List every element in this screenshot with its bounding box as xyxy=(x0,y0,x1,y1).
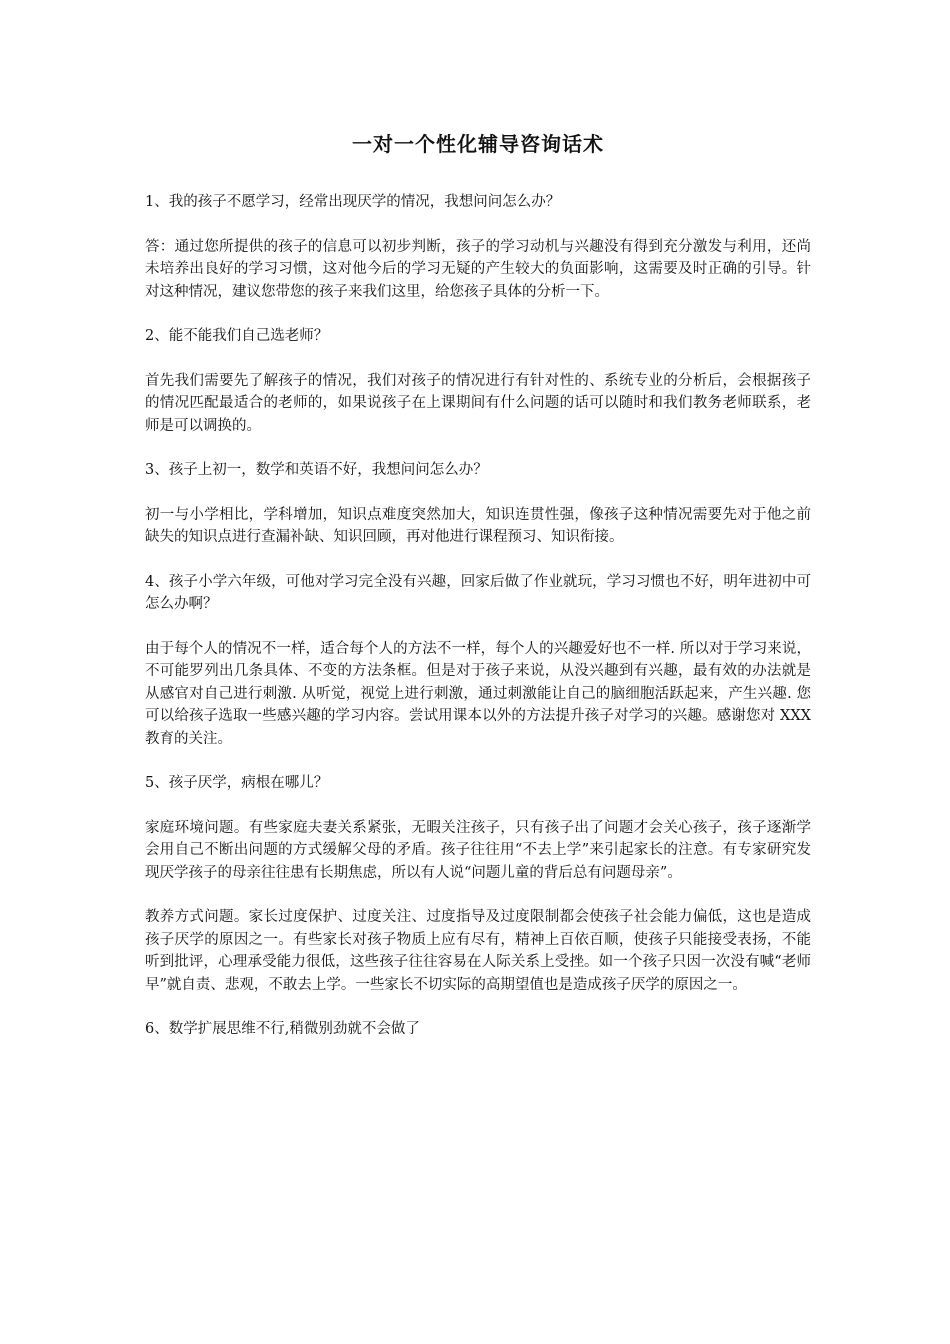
answer-1: 答：通过您所提供的孩子的信息可以初步判断，孩子的学习动机与兴趣没有得到充分激发与利用，还尚未培养出良好的学习习惯，这对他今后的学习无疑的产生较大的负面影响，这需要及时正确的引导。针对这种情况，建议您带您的孩子来我们这里，给您孩子具体的分析一下。 xyxy=(145,238,811,300)
question-1: 1、我的孩子不愿学习，经常出现厌学的情况，我想问问怎么办？ xyxy=(145,194,561,210)
answer-3: 初一与小学相比，学科增加，知识点难度突然加大，知识连贯性强，像孩子这种情况需要先对于他之前缺失的知识点进行查漏补缺、知识回顾，再对他进行课程预习、知识衔接。 xyxy=(145,506,811,545)
answer-5-parenting-style: 教养方式问题。家长过度保护、过度关注、过度指导及过度限制都会使孩子社会能力偏低，这也是造成孩子厌学的原因之一。有些家长对孩子物质上应有尽有，精神上百依百顺，使孩子只能接受表扬，不能听到批评，心理承受能力很低，这些孩子往往容易在人际关系上受挫。如一个孩子只因一次没有喊“老师早”就自责、悲观，不敢去上学。一些家长不切实际的高期望值也是造成孩子厌学的原因之一。 xyxy=(145,909,811,993)
answer-2: 首先我们需要先了解孩子的情况，我们对孩子的情况进行有针对性的、系统专业的分析后，会根据孩子的情况匹配最适合的老师的，如果说孩子在上课期间有什么问题的话可以随时和我们教务老师联系，老师是可以调换的。 xyxy=(145,372,811,434)
question-3: 3、孩子上初一，数学和英语不好，我想问问怎么办？ xyxy=(145,462,488,478)
question-5: 5、孩子厌学，病根在哪儿？ xyxy=(145,775,329,791)
answer-4: 由于每个人的情况不一样，适合每个人的方法不一样，每个人的兴趣爱好也不一样. 所以对于学习来说，不可能罗列出几条具体、不变的方法条框。但是对于孩子来说，从没兴趣到有兴趣，最有效的办法就是从感官对自己进行刺激. 从听觉，视觉上进行刺激，通过刺激能让自己的脑细胞活跃起来，产生兴趣. 您可以给孩子选取一些感兴趣的学习内容。尝试用课本以外的方法提升孩子对学习的兴趣。感谢您对 XXX 教育的关注。 xyxy=(145,640,811,747)
document-page xyxy=(145,118,811,1063)
question-2: 2、能不能我们自己选老师？ xyxy=(145,328,329,344)
document-title: 一对一个性化辅导咨询话术 xyxy=(352,132,604,156)
question-4: 4、孩子小学六年级，可他对学习完全没有兴趣，回家后做了作业就玩，学习习惯也不好，明年进初中可怎么办啊？ xyxy=(145,573,811,612)
answer-5-family-environment: 家庭环境问题。有些家庭夫妻关系紧张，无暇关注孩子，只有孩子出了问题才会关心孩子，孩子逐渐学会用自己不断出问题的方式缓解父母的矛盾。孩子往往用“不去上学”来引起家长的注意。有专家研究发现厌学孩子的母亲往往患有长期焦虑，所以有人说“问题儿童的背后总有问题母亲”。 xyxy=(145,819,811,881)
question-6: 6、数学扩展思维不行,稍微别劲就不会做了 xyxy=(145,1021,420,1037)
